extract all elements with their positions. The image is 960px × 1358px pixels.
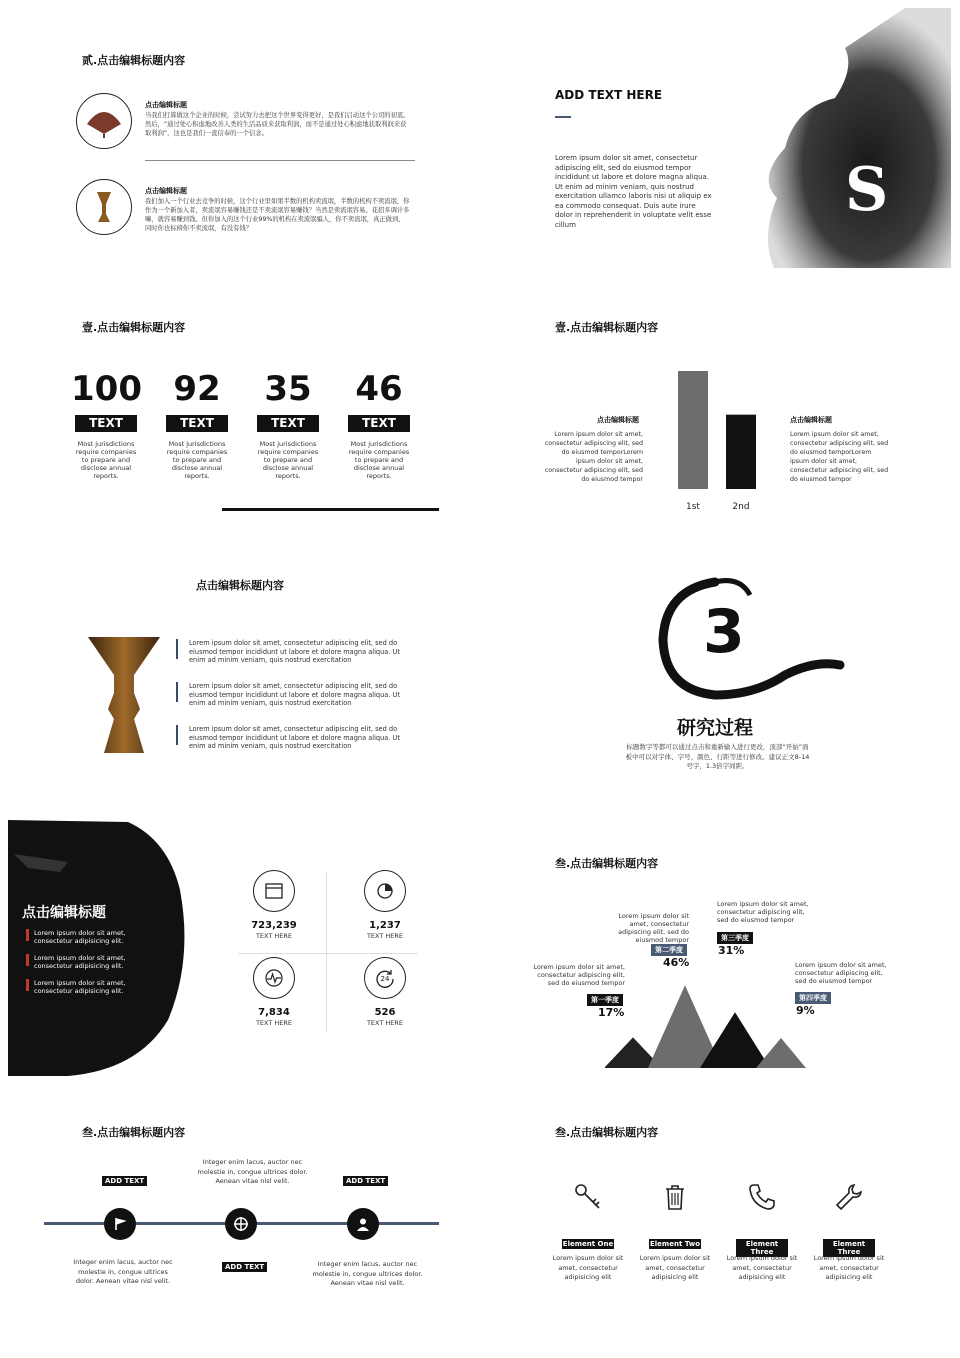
slide-6	[485, 555, 955, 823]
quarter-value: 31%	[718, 944, 745, 957]
quarter-tag: 第四季度	[795, 992, 831, 1004]
slide-title: 贰.点击编辑标题内容	[82, 54, 186, 67]
folding-fan-icon	[76, 93, 132, 149]
quarter-tag: 第一季度	[587, 994, 623, 1006]
phone-icon	[747, 1182, 777, 1212]
24-hour-icon	[364, 957, 406, 999]
left-text: Lorem ipsum dolor sit amet, consectetur adipiscing elit, sed do eiusmod temporLorem ipsum dolor sit amet, consectetur adipiscing elit, sed do eiusmod tempor	[544, 431, 643, 483]
slide-1	[0, 0, 470, 268]
stat-number: 46	[355, 369, 403, 409]
stat-number: 7,834	[258, 1007, 290, 1018]
user-icon	[347, 1208, 379, 1240]
element-label: Element One	[562, 1240, 614, 1248]
grid-vline	[326, 872, 327, 1032]
list-item: Lorem ipsum dolor sit amet, consectetur adipiscing elit, sed do eiusmod tempor incididunt ut labore et dolore magna aliqua. Ut enim ad minim veniam, quis nostrud exercitation	[189, 725, 400, 750]
element-text: Lorem ipsum dolor sit amet, consectetur adipisicing elit	[813, 1254, 885, 1281]
stat-desc: Most jurisdictions require companies to prepare and disclose annual reports.	[348, 440, 410, 480]
stat-number: 723,239	[251, 920, 297, 931]
stat-desc: Most jurisdictions require companies to prepare and disclose annual reports.	[166, 440, 228, 480]
timeline-text: Integer enim lacus, auctor nec molestie in, congue ultrices dolor. Aenean vitae nisl velit.	[197, 1158, 308, 1185]
accent-dash	[555, 116, 571, 118]
timeline-text: Integer enim lacus, auctor nec molestie in, congue ultrices dolor. Aenean vitae nisl velit.	[312, 1260, 423, 1287]
heartbeat-icon	[253, 957, 295, 999]
mountain-chart	[605, 970, 815, 1070]
stat-number: 92	[173, 369, 221, 409]
ink-blob	[8, 820, 188, 1078]
item-heading: 点击编辑标题	[145, 187, 187, 195]
bullet-marker	[26, 954, 29, 966]
bar	[726, 415, 756, 489]
stat-label: TEXT HERE	[255, 1019, 293, 1027]
item-heading: 点击编辑标题	[145, 101, 187, 109]
grid-hline	[238, 953, 418, 954]
add-text-tag: ADD TEXT	[222, 1262, 267, 1272]
slide-9	[0, 1090, 470, 1358]
section-title: 点击编辑标题	[22, 905, 106, 921]
list-item: Lorem ipsum dolor sit amet, consectetur adipiscing elit, sed do eiusmod tempor incididunt ut labore et dolore magna aliqua. Ut enim ad minim veniam, quis nostrud exercitation	[189, 639, 400, 664]
slide-title: 壹.点击编辑标题内容	[82, 321, 186, 334]
element-label: Element Three	[736, 1239, 788, 1257]
ink-letter: S	[845, 155, 889, 225]
item-text: 当我们打算做这个企业的时候，尝试努力去把这个世界变得更好，是我们启动这个公司的初衷。然后，“通过处心积虑地改善人类的生活品质来获取利润，而不是通过处心积虑地获取利润来获取利润”，这也是我们一直信奉的一个信念。	[145, 112, 410, 137]
stat-label: TEXT HERE	[366, 932, 404, 940]
bar-category-label: 1st	[686, 502, 700, 512]
stat-label: TEXT HERE	[366, 1019, 404, 1027]
right-heading: 点击编辑标题	[790, 416, 832, 424]
bar-category-label: 2nd	[732, 502, 750, 512]
list-marker	[176, 682, 178, 702]
ink-splash	[755, 8, 955, 268]
bar	[678, 371, 708, 489]
slide-title: 叁.点击编辑标题内容	[555, 1126, 659, 1139]
list-item: Lorem ipsum dolor sit amet, consectetur adipiscing elit, sed do eiusmod tempor incididunt ut labore et dolore magna aliqua. Ut enim ad minim veniam, quis nostrud exercitation	[189, 682, 400, 707]
stat-number: 35	[264, 369, 312, 409]
quarter-tag: 第二季度	[651, 944, 687, 956]
browser-window-icon	[253, 870, 295, 912]
element-text: Lorem ipsum dolor sit amet, consectetur adipisicing elit	[552, 1254, 624, 1281]
slide-title: 壹.点击编辑标题内容	[555, 321, 659, 334]
section-title: 研究过程	[677, 717, 754, 739]
bronze-vessel-icon	[76, 179, 132, 235]
stat-label: TEXT	[75, 415, 137, 432]
stat-number: 100	[71, 369, 142, 409]
bar-chart	[670, 365, 760, 515]
stat-label: TEXT	[257, 415, 319, 432]
bronze-gu-vessel	[86, 635, 162, 755]
slide-title: 点击编辑标题内容	[196, 579, 284, 592]
stat-label: TEXT	[348, 415, 410, 432]
slide-10	[485, 1090, 955, 1358]
mountain-peak	[700, 1012, 770, 1068]
item-text: 我们加入一个行业去竞争的时候，这个行业里如果半数的机构卖流氓，半数的机构不卖流氓，你作为一个新加入者，卖流氓容易赚钱还是不卖流氓容易赚钱？当然是卖流氓容易。花招多调计多嘛，就容易赚到钱。但你加入的这个行业99%的机构在卖流氓骗人，你不卖流氓，真正做到，同时你也标榜你不卖流氓，有没有钱？	[145, 198, 410, 232]
slide-7	[0, 820, 470, 1088]
underline-bar	[222, 508, 439, 511]
section-number: 3	[703, 597, 745, 667]
mountain-peak	[756, 1038, 806, 1068]
quarter-value: 9%	[796, 1004, 815, 1017]
bullet-marker	[26, 929, 29, 941]
slide-5	[0, 555, 470, 823]
quarter-text: Lorem ipsum dolor sit amet, consectetur adipiscing elit, sed do eiusmod tempor	[533, 963, 625, 987]
element-text: Lorem ipsum dolor sit amet, consectetur adipisicing elit	[639, 1254, 711, 1281]
slide-title: 叁.点击编辑标题内容	[555, 857, 659, 870]
stat-desc: Most jurisdictions require companies to prepare and disclose annual reports.	[75, 440, 137, 480]
element-label: Element Three	[823, 1239, 875, 1257]
trash-icon	[660, 1182, 690, 1212]
quarter-text: Lorem ipsum dolor sit amet, consectetur adipiscing elit, sed do eiusmod tempor	[618, 912, 689, 944]
slide-8	[485, 820, 955, 1088]
list-marker	[176, 639, 178, 659]
slide-2	[485, 0, 955, 268]
slide-3	[0, 285, 470, 553]
stat-desc: Most jurisdictions require companies to prepare and disclose annual reports.	[257, 440, 319, 480]
list-marker	[176, 725, 178, 745]
add-text-tag: ADD TEXT	[343, 1176, 388, 1186]
key-icon	[573, 1182, 603, 1212]
body-text: Lorem ipsum dolor sit amet, consectetur adipiscing elit, sed do eiusmod tempor incididunt ut labore et dolore magna aliqua. Ut enim ad minim veniam, quis nostrud exercitation ullamco laboris nisi ut aliquip ex ea commodo consequat. Duis aute irure dolor in reprehenderit in voluptate velit esse cillum	[555, 154, 712, 229]
flag-icon	[104, 1208, 136, 1240]
bullet-text: Lorem ipsum dolor sit amet, consectetur adipisicing elit.	[34, 979, 126, 995]
slide-title: 叁.点击编辑标题内容	[82, 1126, 186, 1139]
element-label: Element Two	[649, 1240, 701, 1248]
target-icon	[225, 1208, 257, 1240]
element-text: Lorem ipsum dolor sit amet, consectetur adipisicing elit	[726, 1254, 798, 1281]
stat-number: 1,237	[369, 920, 401, 931]
ink-brush-circle	[645, 570, 845, 720]
divider	[145, 160, 415, 161]
pie-chart-icon	[364, 870, 406, 912]
add-text-tag: ADD TEXT	[102, 1176, 147, 1186]
svg-text:24: 24	[380, 975, 390, 983]
right-text: Lorem ipsum dolor sit amet, consectetur adipiscing elit, sed do eiusmod temporLorem ipsum dolor sit amet, consectetur adipiscing elit, sed do eiusmod tempor	[790, 431, 889, 483]
quarter-tag: 第三季度	[717, 932, 753, 944]
stat-number: 526	[374, 1007, 396, 1018]
quarter-value: 17%	[598, 1006, 625, 1019]
quarter-value: 46%	[663, 956, 690, 969]
stat-label: TEXT	[166, 415, 228, 432]
slide-4	[485, 285, 955, 553]
bullet-text: Lorem ipsum dolor sit amet, consectetur adipisicing elit.	[34, 954, 126, 970]
slide-heading: ADD TEXT HERE	[555, 88, 663, 102]
left-heading: 点击编辑标题	[597, 416, 639, 424]
bullet-marker	[26, 979, 29, 991]
bullet-text: Lorem ipsum dolor sit amet, consectetur adipisicing elit.	[34, 929, 126, 945]
quarter-text: Lorem ipsum dolor sit amet, consectetur adipiscing elit, sed do eiusmod tempor	[795, 961, 887, 985]
section-text: 标题数字等都可以通过点击和重新输入进行更改，顶部“开始”面板中可以对字体、字号、颜色、行距等进行修改。建议正文8-14号字，1.3倍字间距。	[625, 743, 810, 770]
stat-label: TEXT HERE	[255, 932, 293, 940]
quarter-text: Lorem ipsum dolor sit amet, consectetur adipiscing elit, sed do eiusmod tempor	[717, 900, 809, 924]
timeline-text: Integer enim lacus, auctor nec molestie in, congue ultrices dolor. Aenean vitae nisl velit.	[73, 1258, 173, 1285]
wrench-icon	[834, 1182, 864, 1212]
